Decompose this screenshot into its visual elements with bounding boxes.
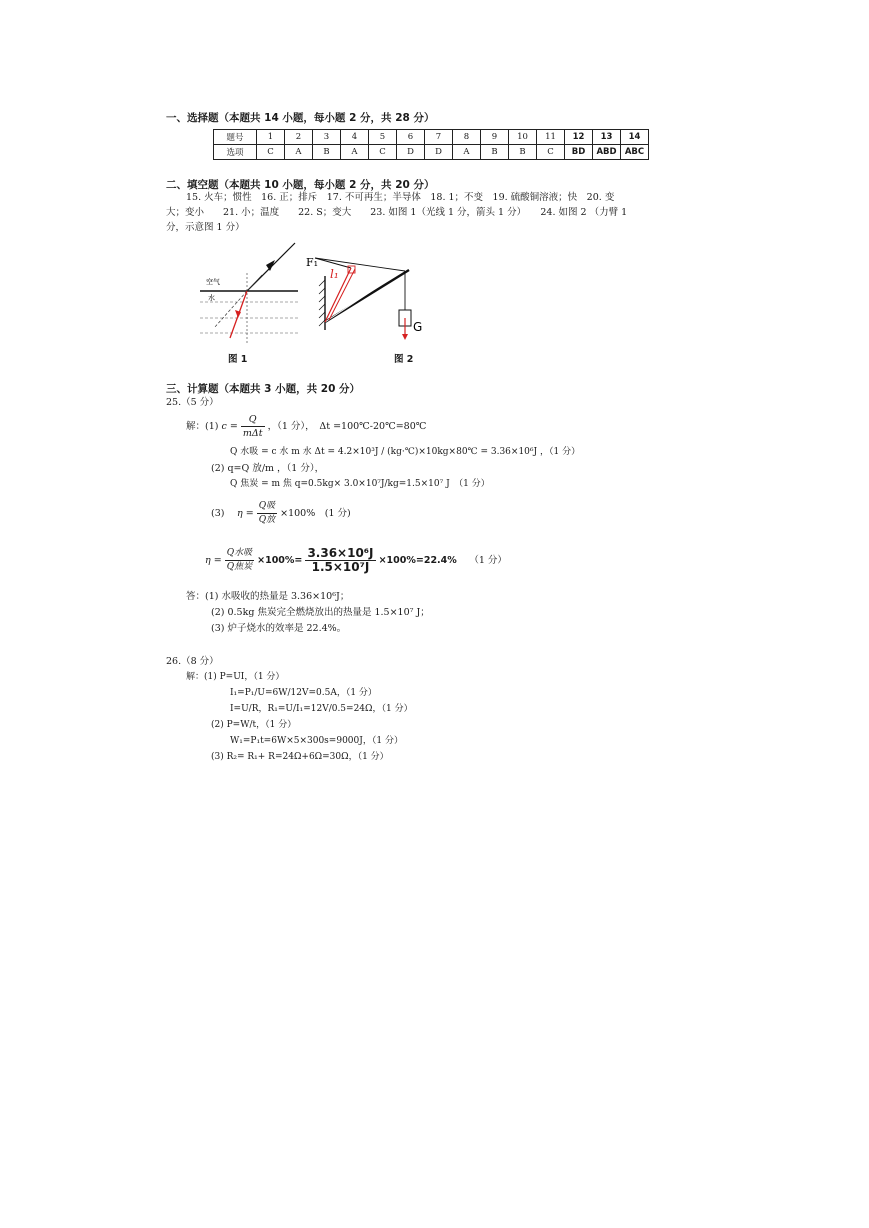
- q25-part-3-label: (3): [211, 508, 225, 519]
- question-number-cell: 2: [285, 130, 313, 145]
- section-1-heading: 一、选择题（本题共 14 小题，每小题 2 分，共 28 分）: [166, 112, 435, 124]
- answer-cell: A: [285, 145, 313, 160]
- question-number-cell: 13: [593, 130, 621, 145]
- q25-line-1: [186, 413, 426, 440]
- q25-part-1-label: 解：(1): [186, 421, 219, 432]
- q25-eta-symbol-2: η =: [205, 555, 222, 566]
- fraction-denominator: 1.5×10⁷J: [311, 560, 370, 574]
- q25-line-5-rest: ×100% (1 分): [280, 508, 351, 519]
- table-header-question: 题号: [214, 130, 257, 145]
- q25-big-fraction: [305, 547, 375, 574]
- q26-line-6: (3) R₂= R₁+ R=24Ω+6Ω=30Ω，（1 分）: [211, 752, 389, 762]
- answer-cell: ABD: [593, 145, 621, 160]
- answer-cell: C: [537, 145, 565, 160]
- question-number-cell: 1: [257, 130, 285, 145]
- answer-cell: D: [425, 145, 453, 160]
- force-f1-label: F₁: [306, 256, 319, 269]
- q25-line-3: (2) q=Q 放/m ，（1 分），: [211, 463, 325, 474]
- fraction-denominator: Q放: [258, 515, 276, 525]
- fill-answers-line-1: 15. 火车；惯性 16. 正；排斥 17. 不可再生；半导体 18. 1；不变 19. 硫酸铜溶液；快 20. 变: [186, 192, 615, 203]
- answer-cell: D: [397, 145, 425, 160]
- q25-line-1-rest: ，（1 分）， Δt =100℃-20℃=80℃: [267, 421, 427, 432]
- wall-hatching: [319, 280, 325, 326]
- air-label: 空气: [206, 278, 220, 286]
- extended-ray: [214, 291, 247, 328]
- rope-line: [315, 258, 405, 271]
- table-header-answer: 选项: [214, 145, 257, 160]
- q25-result-score: （1 分）: [469, 555, 507, 566]
- figure-2-caption: 图 2: [394, 354, 414, 365]
- question-number-cell: 5: [369, 130, 397, 145]
- water-label: 水: [208, 294, 215, 302]
- gravity-arrow-icon: [402, 334, 408, 340]
- figure-1-refraction-diagram: [200, 238, 305, 348]
- answer-cell: B: [313, 145, 341, 160]
- answer-table: [213, 129, 649, 160]
- q25-c-symbol: c =: [221, 421, 238, 432]
- fraction-numerator: Q吸: [257, 500, 277, 514]
- section-3-heading: 三、计算题（本题共 3 小题，共 20 分）: [166, 383, 361, 395]
- incident-arrow-icon: [266, 260, 275, 271]
- fraction-numerator: Q水吸: [225, 547, 254, 561]
- fraction-denominator: Q焦炭: [226, 562, 253, 572]
- question-number-cell: 10: [509, 130, 537, 145]
- table-row-question-numbers: [214, 130, 649, 145]
- figure-1-caption: 图 1: [228, 354, 248, 365]
- fraction-numerator: Q: [241, 413, 265, 427]
- fill-answers-line-2: 大；变小 21. 小；温度 22. S；变大 23. 如图 1（光线 1 分，箭头 1 分） 24. 如图 2 （力臂 1: [166, 207, 628, 218]
- question-number-cell: 6: [397, 130, 425, 145]
- question-number-cell: 11: [537, 130, 565, 145]
- q25-title: 25.（5 分）: [166, 397, 219, 408]
- q25-line-6: [205, 547, 507, 574]
- q26-line-1: 解：(1) P=UI，（1 分）: [186, 672, 285, 682]
- fraction-denominator: mΔt: [242, 428, 263, 439]
- question-number-cell: 4: [341, 130, 369, 145]
- q25-specific-heat-fraction: [241, 413, 265, 440]
- answer-cell: C: [257, 145, 285, 160]
- q25-answer-line-2: (2) 0.5kg 焦炭完全燃烧放出的热量是 1.5×10⁷ J；: [211, 607, 430, 618]
- q25-eta-symbol: η =: [237, 508, 254, 519]
- question-number-cell: 12: [565, 130, 593, 145]
- answer-cell: B: [509, 145, 537, 160]
- answer-cell: BD: [565, 145, 593, 160]
- q25-times-100-label: ×100%=: [257, 555, 303, 566]
- question-number-cell: 14: [621, 130, 649, 145]
- question-number-cell: 7: [425, 130, 453, 145]
- q25-efficiency-fraction-2: [225, 547, 254, 574]
- q26-title: 26.（8 分）: [166, 656, 219, 667]
- fraction-numerator: 3.36×10⁶J: [307, 546, 374, 560]
- q25-answer-line-3: (3) 炉子烧水的效率是 22.4%。: [211, 623, 347, 634]
- answer-cell: ABC: [621, 145, 649, 160]
- q25-line-4: Q 焦炭 = m 焦 q=0.5kg× 3.0×10⁷J/kg=1.5×10⁷ J （1 分）: [230, 479, 490, 489]
- figure-2-lever-diagram: [305, 248, 455, 350]
- q26-line-5: W₁=P₁t=6W×5×300s=9000J，（1 分）: [230, 736, 403, 746]
- q25-line-5: [211, 500, 351, 527]
- q25-efficiency-fraction: [257, 500, 277, 527]
- table-row-answers: [214, 145, 649, 160]
- arm-l1-label: l₁: [330, 267, 339, 281]
- fill-answers-line-3: 分，示意图 1 分）: [166, 222, 245, 233]
- q25-line-2: Q 水吸 = c 水 m 水 Δt = 4.2×10³J / (kg·℃)×10kg×80℃ = 3.36×10⁶J ，（1 分）: [230, 447, 581, 457]
- question-number-cell: 8: [453, 130, 481, 145]
- weight-g-label: G: [413, 320, 423, 334]
- q26-line-2: I₁=P₁/U=6W/12V=0.5A，（1 分）: [230, 688, 377, 698]
- q26-line-3: I=U/R，R₁=U/I₁=12V/0.5=24Ω，（1 分）: [230, 704, 413, 714]
- q26-line-4: (2) P=W/t，（1 分）: [211, 720, 297, 730]
- answer-cell: C: [369, 145, 397, 160]
- answer-cell: A: [341, 145, 369, 160]
- q25-answer-line-1: 答：(1) 水吸收的热量是 3.36×10⁶J；: [186, 591, 350, 602]
- reflected-ray: [247, 275, 262, 291]
- answer-cell: B: [481, 145, 509, 160]
- section-2-heading: 二、填空题（本题共 10 小题，每小题 2 分，共 20 分）: [166, 179, 435, 191]
- q25-result: ×100%=22.4%: [378, 555, 457, 566]
- question-number-cell: 9: [481, 130, 509, 145]
- question-number-cell: 3: [313, 130, 341, 145]
- answer-cell: A: [453, 145, 481, 160]
